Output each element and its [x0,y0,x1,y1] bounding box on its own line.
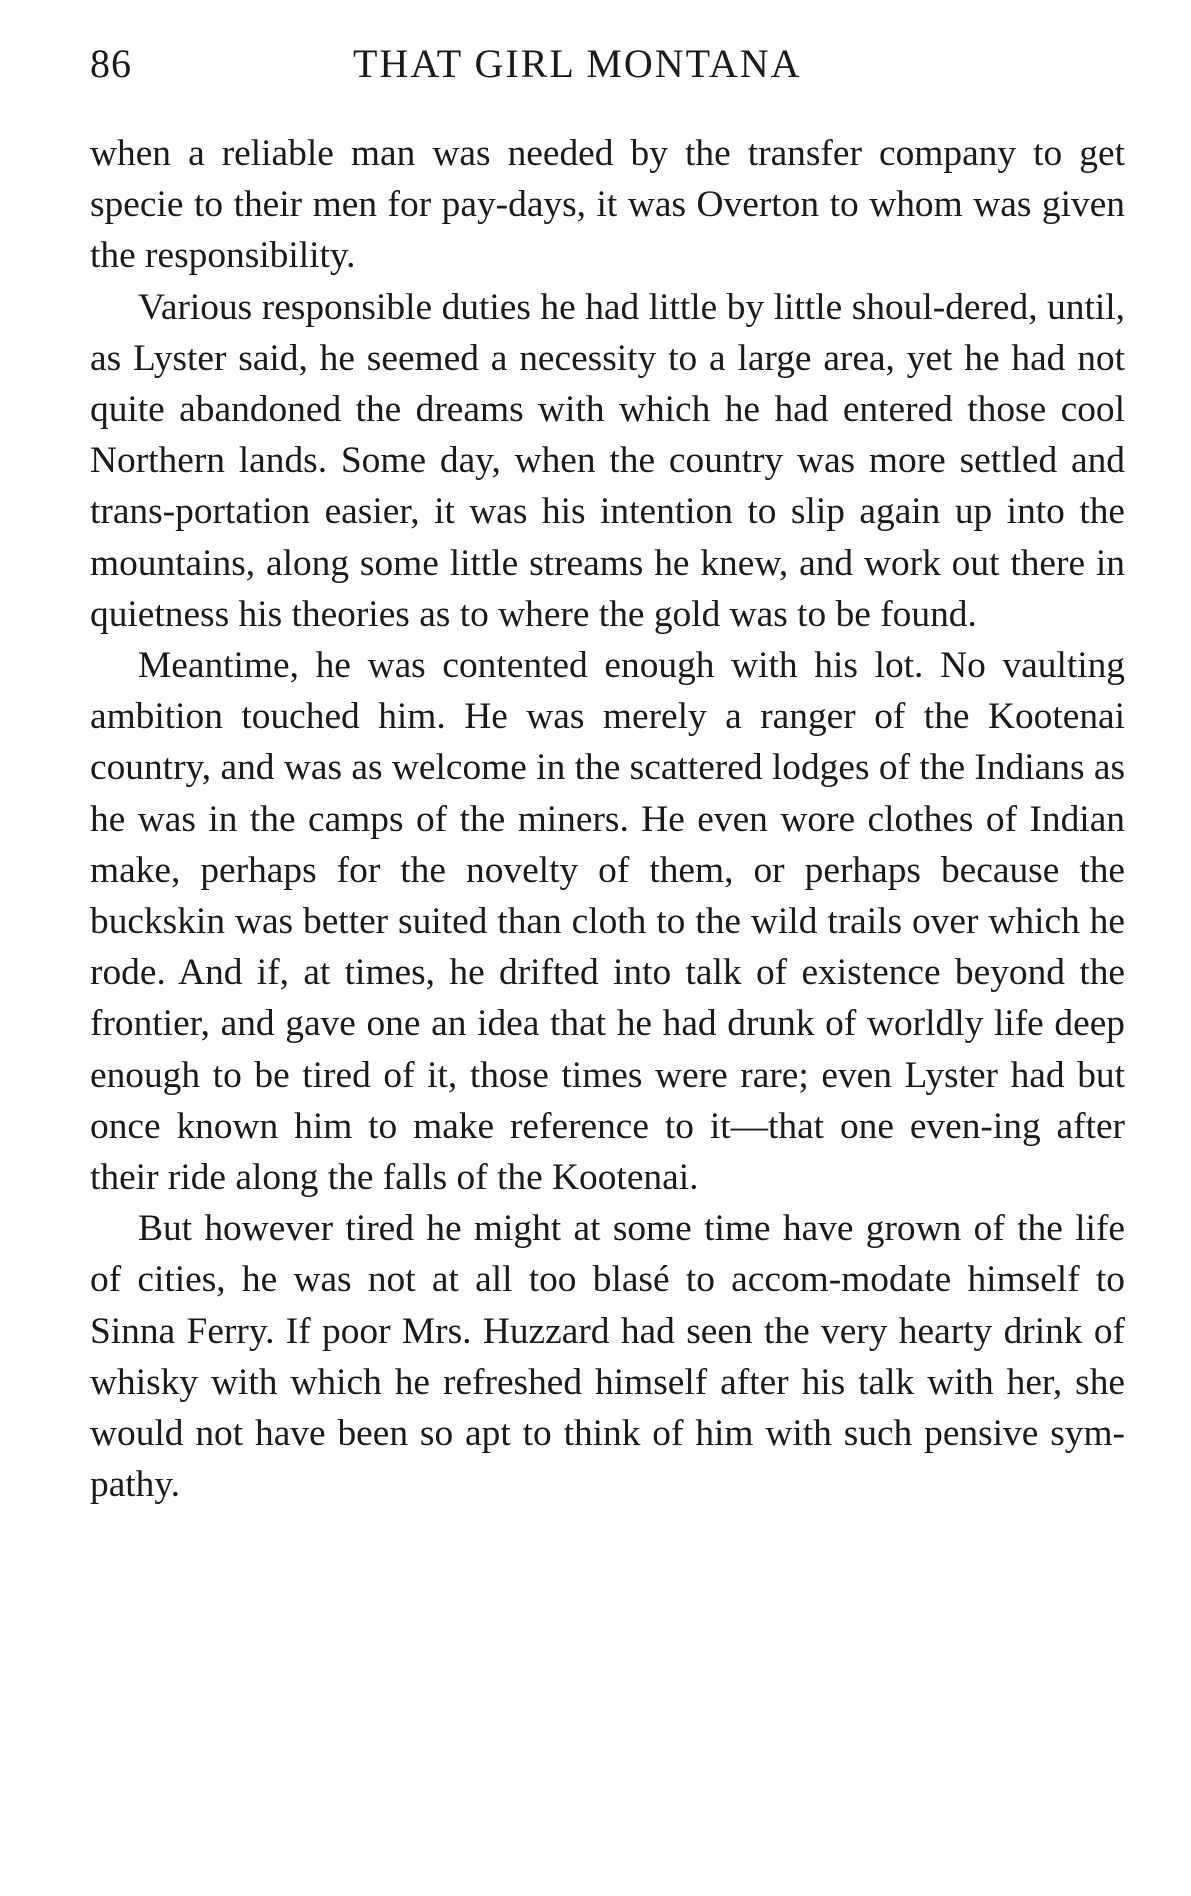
text-line: Meantime, he was contented enough with his lot. No [138,645,1003,687]
paragraph [90,282,1125,640]
paragraph [90,128,1125,282]
text-line: perhaps for the novelty of them, or perhaps because the [200,849,1126,891]
text-line: to whom was given the responsibility. [90,184,1125,277]
text-line: Various responsible duties he had little by little shoul- [138,286,946,328]
text-line: of the Kootenai country, and was as welcome in the [90,696,1126,789]
text-line: scattered lodges of the Indians as he was in the camps [90,747,1125,840]
text-line: refreshed himself after his talk with her, she would not [90,1361,1126,1455]
text-line: had seen the very hearty drink of whisky with which he [90,1310,1125,1403]
text-line: portation easier, it was his intention to slip again up into [175,491,1080,533]
text-line: dered, until, as Lyster said, he seemed a necessity to a [90,286,1125,379]
body-text [90,128,1125,1510]
text-line: talk of existence beyond the frontier, and gave one an [90,952,1125,1045]
text-line: over which he rode. And if, at times, he drifted into [90,901,1125,994]
text-line: large area, yet he had not quite abandoned the dreams [90,337,1125,431]
text-line: to get specie to their men for pay-days, it was Overton [90,133,1125,226]
book-title: THAT GIRL MONTANA [353,41,802,86]
text-line: vaulting ambition touched him. He was merely a ranger [90,645,1125,738]
text-line: of the miners. He even wore clothes of Indian make, [90,798,1125,891]
text-line: once known him to make reference to it—that one even- [90,1105,993,1147]
text-line: ing after their ride along the falls of the Kootenai. [90,1105,1125,1199]
text-line: gold was to be found. [653,593,977,635]
text-line: with which he had entered those cool Northern lands. [90,389,1125,482]
text-line: of the life of cities, he was not at all too blasé to accom- [90,1208,1125,1301]
text-line: But however tired he might at some time have grown [138,1208,974,1250]
running-head [90,40,1125,90]
text-line: when a reliable man was needed by the transfer company [90,133,1034,174]
text-line: pathy. [90,1464,180,1506]
text-line: idea that he had drunk of worldly life deep enough to [90,1003,1125,1096]
text-line: Some day, when the country was more settled and trans- [90,440,1125,533]
text-line: be tired of it, those times were rare; even Lyster had but [254,1054,1125,1096]
text-line: the mountains, along some little streams he knew, and [90,491,1125,584]
page-number: 86 [90,41,132,86]
text-line: have been so apt to think of him with such pensive sym- [255,1413,1126,1455]
text-line: work out there in quietness his theories as to where the [90,542,1125,635]
paragraph [90,640,1125,1203]
text-line: modate himself to Sinna Ferry. If poor Mrs. Huzzard [90,1259,1125,1352]
paragraph [90,1203,1125,1510]
text-line: buckskin was better suited than cloth to the wild trails [90,901,913,943]
